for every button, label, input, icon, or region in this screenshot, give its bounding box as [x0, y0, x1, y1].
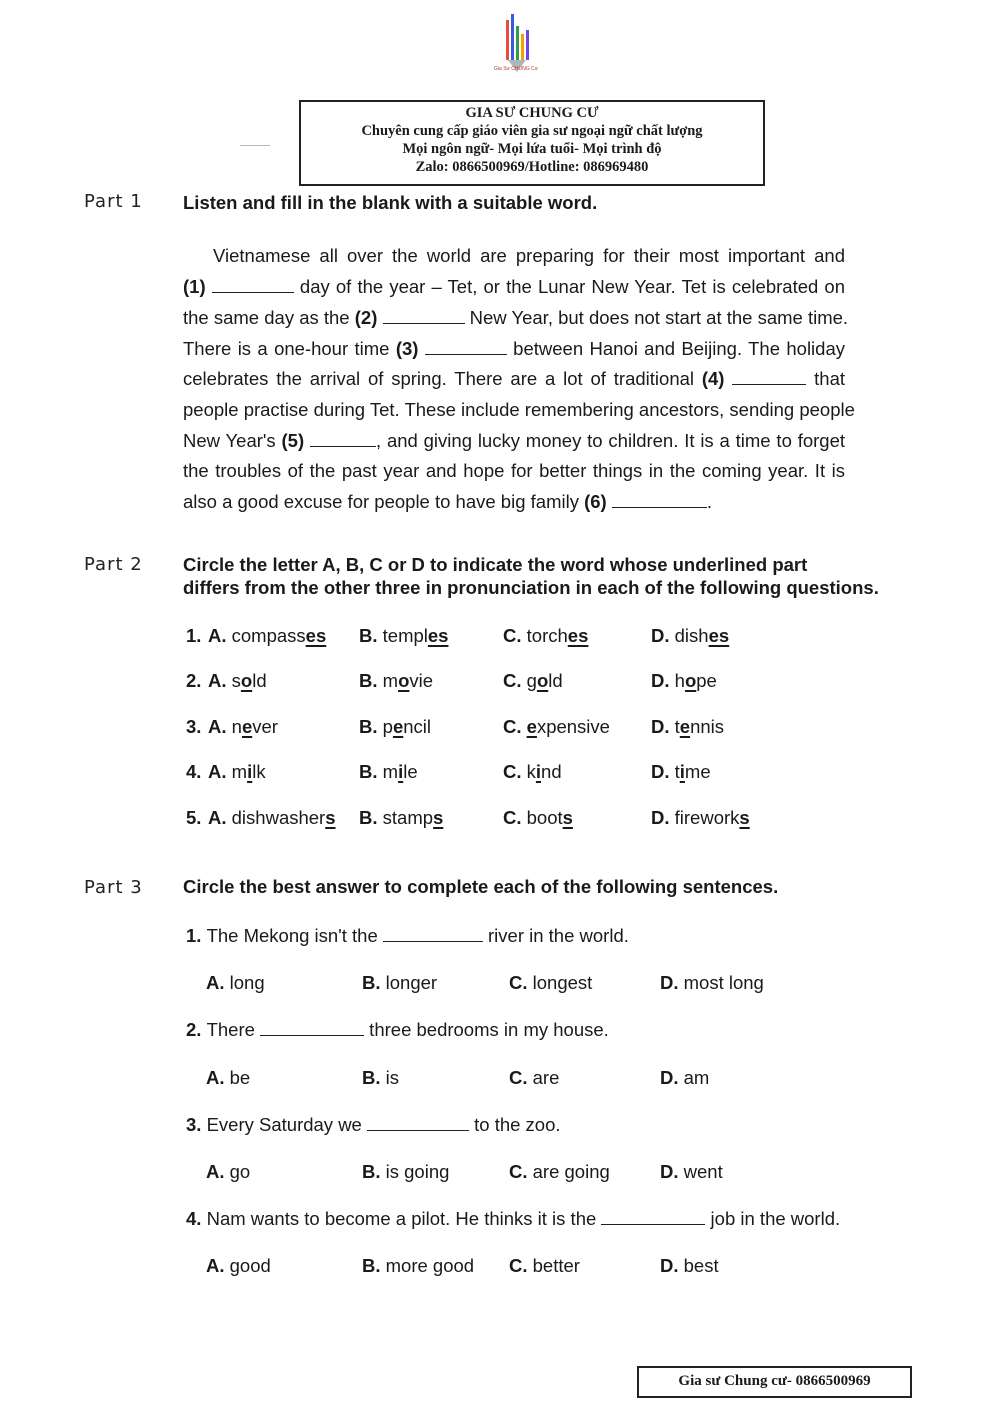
- header-title: GIA SƯ CHUNG CƯ: [465, 105, 599, 121]
- option-letter: A.: [206, 972, 230, 993]
- question-stem: 2. There three bedrooms in my house.: [186, 1019, 609, 1040]
- fill-blank[interactable]: [260, 1021, 364, 1036]
- blank-number: (1): [183, 276, 212, 297]
- answer-option-c[interactable]: C. boots: [503, 807, 573, 828]
- answer-option-c[interactable]: C. better: [509, 1255, 580, 1276]
- fill-blank[interactable]: [383, 927, 483, 942]
- underlined-part: e: [392, 716, 404, 737]
- underlined-part: i: [247, 761, 253, 782]
- passage-line: celebrates the arrival of spring. There are a lot of traditional (4) that: [183, 368, 846, 389]
- answer-option-b[interactable]: B. mile: [359, 761, 418, 782]
- answer-option-d[interactable]: D. time: [651, 761, 711, 782]
- passage-line: Vietnamese all over the world are preparing for their most important and: [213, 245, 845, 266]
- answer-option-b[interactable]: B. temples: [359, 625, 449, 646]
- question-stem: 3. Every Saturday we to the zoo.: [186, 1114, 561, 1135]
- answer-option-b[interactable]: B. stamps: [359, 807, 444, 828]
- underlined-part: s: [325, 807, 336, 828]
- part2-instruction-2: differs from the other three in pronunciation in each of the following questions.: [183, 577, 879, 598]
- option-letter: D.: [651, 807, 675, 828]
- divider: [240, 145, 270, 146]
- part1-label: Part 1: [84, 191, 143, 212]
- part2-label: Part 2: [84, 554, 143, 575]
- footer-box: Gia sư Chung cư- 0866500969: [637, 1366, 912, 1398]
- answer-option-c[interactable]: C. gold: [503, 670, 563, 691]
- passage-line: also a good excuse for people to have big family (6) .: [183, 491, 712, 512]
- passage-line: the same day as the (2) New Year, but does not start at the same time.: [183, 307, 849, 328]
- underlined-part: e: [679, 716, 691, 737]
- option-letter: D.: [660, 1255, 684, 1276]
- option-letter: D.: [651, 625, 675, 646]
- option-letter: A.: [208, 670, 232, 691]
- underlined-part: o: [398, 670, 410, 691]
- option-letter: C.: [509, 1067, 533, 1088]
- answer-option-c[interactable]: C. kind: [503, 761, 562, 782]
- part1-instruction: Listen and fill in the blank with a suitable word.: [183, 192, 598, 213]
- underlined-part: i: [535, 761, 542, 782]
- answer-option-a[interactable]: A. dishwashers: [208, 807, 336, 828]
- option-letter: D.: [660, 972, 684, 993]
- question-number: 2.: [186, 670, 202, 691]
- answer-option-b[interactable]: B. is going: [362, 1161, 450, 1182]
- underlined-part: i: [398, 761, 404, 782]
- underlined-part: e: [241, 716, 253, 737]
- answer-option-b[interactable]: B. movie: [359, 670, 434, 691]
- option-letter: C.: [509, 1161, 533, 1182]
- option-letter: A.: [206, 1067, 230, 1088]
- option-letter: C.: [503, 807, 527, 828]
- option-letter: A.: [208, 716, 232, 737]
- option-letter: C.: [509, 972, 533, 993]
- passage-line: (1) day of the year – Tet, or the Lunar New Year. Tet is celebrated on: [183, 276, 846, 297]
- answer-option-a[interactable]: A. sold: [208, 670, 267, 691]
- answer-option-a[interactable]: A. compasses: [208, 625, 327, 646]
- underlined-part: s: [739, 807, 750, 828]
- question-stem: 4. Nam wants to become a pilot. He thinks it is the job in the world.: [186, 1208, 841, 1229]
- option-letter: B.: [359, 670, 383, 691]
- passage-line: the troubles of the past year and hope for better things in the coming year. It is: [183, 460, 845, 481]
- fill-blank[interactable]: [367, 1116, 469, 1131]
- answer-option-a[interactable]: A. go: [206, 1161, 251, 1182]
- fill-blank[interactable]: [732, 370, 806, 385]
- question-number: 4.: [186, 761, 202, 782]
- question-stem: 1. The Mekong isn't the river in the world.: [186, 925, 629, 946]
- underlined-part: o: [684, 670, 697, 691]
- answer-option-c[interactable]: C. are: [509, 1067, 560, 1088]
- answer-option-a[interactable]: A. long: [206, 972, 265, 993]
- option-letter: B.: [362, 1067, 386, 1088]
- option-letter: D.: [651, 716, 675, 737]
- answer-option-b[interactable]: B. more good: [362, 1255, 475, 1276]
- option-letter: D.: [660, 1067, 684, 1088]
- underlined-part: o: [536, 670, 549, 691]
- blank-number: (5): [281, 430, 310, 451]
- passage-line: people practise during Tet. These include remembering ancestors, sending people: [183, 399, 855, 420]
- passage-line: New Year's (5) , and giving lucky money to children. It is a time to forget: [183, 430, 845, 451]
- underlined-part: i: [679, 761, 685, 782]
- header-line-3: Zalo: 0866500969/Hotline: 086969480: [415, 159, 649, 175]
- blank-number: (6): [584, 491, 612, 512]
- answer-option-d[interactable]: D. am: [660, 1067, 710, 1088]
- fill-blank[interactable]: [601, 1210, 705, 1225]
- option-letter: B.: [362, 972, 386, 993]
- underlined-part: es: [427, 625, 449, 646]
- blank-number: (3): [395, 338, 425, 359]
- answer-option-d[interactable]: D. went: [660, 1161, 723, 1182]
- option-letter: C.: [509, 1255, 533, 1276]
- option-letter: D.: [651, 761, 675, 782]
- answer-option-c[interactable]: C. longest: [509, 972, 593, 993]
- answer-option-d[interactable]: D. hope: [651, 670, 717, 691]
- answer-option-d[interactable]: D. best: [660, 1255, 719, 1276]
- option-letter: D.: [651, 670, 675, 691]
- part2-instruction-1: Circle the letter A, B, C or D to indicate the word whose underlined part: [183, 554, 808, 575]
- option-letter: A.: [208, 761, 232, 782]
- option-letter: B.: [359, 716, 383, 737]
- option-letter: A.: [206, 1255, 230, 1276]
- answer-option-a[interactable]: A. be: [206, 1067, 251, 1088]
- answer-option-b[interactable]: B. is: [362, 1067, 400, 1088]
- blank-number: (4): [701, 368, 733, 389]
- underlined-part: es: [708, 625, 730, 646]
- option-letter: A.: [206, 1161, 230, 1182]
- fill-blank[interactable]: [383, 309, 465, 324]
- option-letter: B.: [359, 761, 383, 782]
- blank-number: (2): [354, 307, 383, 328]
- answer-option-b[interactable]: B. pencil: [359, 716, 431, 737]
- answer-option-a[interactable]: A. never: [208, 716, 278, 737]
- answer-option-c[interactable]: C. expensive: [503, 716, 610, 737]
- underlined-part: es: [305, 625, 327, 646]
- option-letter: B.: [359, 625, 383, 646]
- option-letter: D.: [660, 1161, 684, 1182]
- underlined-part: e: [526, 716, 537, 737]
- question-number: 5.: [186, 807, 202, 828]
- question-number: 3.: [186, 716, 202, 737]
- option-letter: B.: [359, 807, 383, 828]
- option-letter: B.: [362, 1161, 386, 1182]
- answer-option-d[interactable]: D. fireworks: [651, 807, 750, 828]
- answer-option-a[interactable]: A. good: [206, 1255, 271, 1276]
- logo-text: Gia Sư CHUNG Cư: [494, 66, 538, 72]
- underlined-part: s: [562, 807, 573, 828]
- underlined-part: s: [433, 807, 444, 828]
- option-letter: B.: [362, 1255, 386, 1276]
- answer-option-d[interactable]: D. most long: [660, 972, 764, 993]
- fill-blank[interactable]: [310, 432, 376, 447]
- underlined-part: es: [567, 625, 589, 646]
- option-letter: C.: [503, 716, 527, 737]
- header-box: [299, 100, 765, 186]
- answer-option-c[interactable]: C. torches: [503, 625, 589, 646]
- header-line-1: Chuyên cung cấp giáo viên gia sư ngoại ngữ chất lượng: [361, 123, 703, 139]
- passage-line: There is a one-hour time (3) between Hanoi and Beijing. The holiday: [183, 338, 845, 359]
- question-number: 1.: [186, 625, 202, 646]
- option-letter: A.: [208, 625, 232, 646]
- underlined-part: o: [240, 670, 253, 691]
- fill-blank[interactable]: [212, 278, 294, 293]
- fill-blank[interactable]: [612, 493, 707, 508]
- part3-instruction: Circle the best answer to complete each of the following sentences.: [183, 876, 779, 897]
- option-letter: C.: [503, 670, 527, 691]
- option-letter: C.: [503, 761, 527, 782]
- header-line-2: Mọi ngôn ngữ- Mọi lứa tuổi- Mọi trình độ: [402, 141, 662, 157]
- answer-option-d[interactable]: D. dishes: [651, 625, 730, 646]
- answer-option-c[interactable]: C. are going: [509, 1161, 610, 1182]
- answer-option-d[interactable]: D. tennis: [651, 716, 725, 737]
- option-letter: A.: [208, 807, 232, 828]
- option-letter: C.: [503, 625, 527, 646]
- part3-label: Part 3: [84, 877, 143, 898]
- answer-option-a[interactable]: A. milk: [208, 761, 266, 782]
- fill-blank[interactable]: [425, 340, 507, 355]
- answer-option-b[interactable]: B. longer: [362, 972, 438, 993]
